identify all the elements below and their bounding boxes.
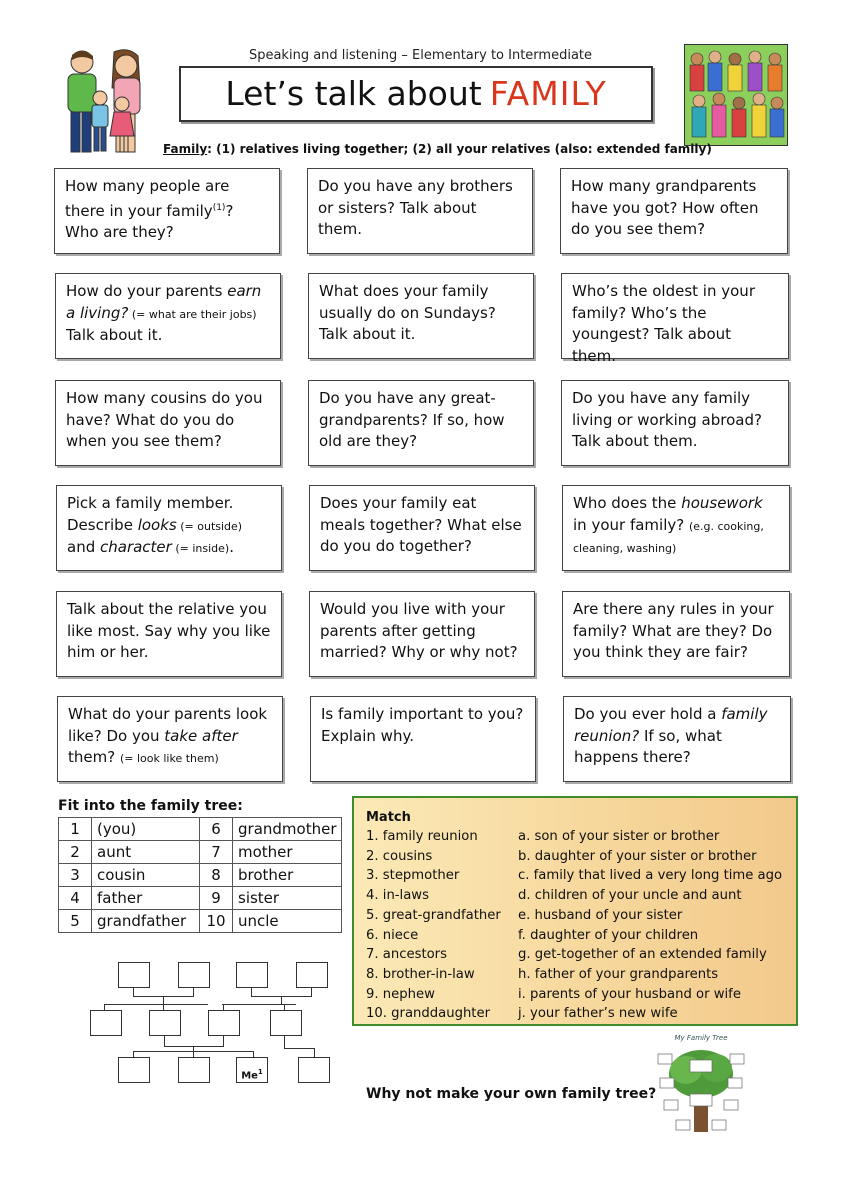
card-text: Who’s the oldest in your family? Who’s the youngest? Talk about them. xyxy=(572,282,755,365)
tree-box xyxy=(270,1010,302,1036)
table-row xyxy=(59,841,342,864)
card-text: Talk about it. xyxy=(66,326,163,344)
table-row xyxy=(59,887,342,910)
match-term: 5. great-grandfather xyxy=(366,907,501,923)
match-definition: c. family that lived a very long time ago xyxy=(518,868,783,884)
card-text: them? xyxy=(68,748,120,766)
tree-box xyxy=(90,1010,122,1036)
card-text: Do you have any great-grandparents? If so, how old are they? xyxy=(319,389,505,450)
definition-term: Family xyxy=(163,142,208,156)
match-definition: j. your father’s new wife xyxy=(518,1006,678,1022)
table-cell: 6 xyxy=(200,818,233,841)
table-cell: 4 xyxy=(59,887,92,910)
question-card xyxy=(560,168,788,254)
family-illustration xyxy=(60,48,152,158)
question-card xyxy=(56,485,282,571)
question-card xyxy=(562,485,790,571)
question-card xyxy=(561,380,789,466)
me-footnote: 1 xyxy=(257,1068,263,1076)
match-definition: h. father of your grandparents xyxy=(518,966,719,982)
card-text-italic: earn a living? xyxy=(66,282,262,322)
family-tree-picture xyxy=(656,1034,746,1140)
card-note: (e.g. cooking, cleaning, washing) xyxy=(573,519,764,555)
tree-line xyxy=(284,1036,285,1048)
crowd-illustration xyxy=(684,44,788,146)
question-card xyxy=(308,380,534,466)
relatives-table xyxy=(58,817,342,933)
table-row xyxy=(59,910,342,933)
table-cell: 3 xyxy=(59,864,92,887)
question-card xyxy=(309,591,535,677)
card-text: Would you live with your parents after getting married? Why or why not? xyxy=(320,600,518,661)
page-title: Let’s talk about xyxy=(225,74,482,113)
tree-line xyxy=(104,1004,208,1005)
card-text: If so, what happens there? xyxy=(574,726,722,766)
subtitle: Speaking and listening – Elementary to Intermediate xyxy=(248,48,593,63)
crowd-figures-icon xyxy=(685,45,787,145)
match-term: 2. cousins xyxy=(366,848,433,864)
question-card xyxy=(55,380,281,466)
table-cell: brother xyxy=(233,864,342,887)
question-card xyxy=(307,168,533,254)
table-cell: grandmother xyxy=(233,818,342,841)
table-row xyxy=(59,864,342,887)
match-term: 7. ancestors xyxy=(366,947,447,963)
card-text: in your family? xyxy=(573,515,689,534)
make-tree-prompt: Why not make your own family tree? xyxy=(366,1086,657,1102)
card-text: Who does the xyxy=(573,494,682,512)
table-cell: (you) xyxy=(92,818,200,841)
tree-picture-title: My Family Tree xyxy=(674,1034,728,1042)
card-text: How many grandparents have you got? How often do you see them? xyxy=(571,177,759,238)
question-card xyxy=(54,168,280,254)
match-term: 10. granddaughter xyxy=(366,1006,491,1022)
tree-box xyxy=(118,1057,150,1083)
card-note: (= what are their jobs) xyxy=(128,307,257,321)
card-text: Do you have any family living or working abroad? Talk about them. xyxy=(572,389,762,450)
match-term: 9. nephew xyxy=(366,986,435,1002)
tree-line xyxy=(284,1048,314,1049)
table-cell: sister xyxy=(233,887,342,910)
card-text: Pick a family member. Describe xyxy=(67,494,234,534)
card-text: Do you ever hold a xyxy=(574,705,722,723)
tree-illustration-icon xyxy=(656,1034,746,1140)
tree-box xyxy=(208,1010,240,1036)
match-definition: i. parents of your husband or wife xyxy=(518,986,741,1002)
tree-box xyxy=(298,1057,330,1083)
card-text-italic: family reunion? xyxy=(574,705,768,745)
match-definition: b. daughter of your sister or brother xyxy=(518,848,757,864)
match-definition: f. daughter of your children xyxy=(518,927,699,943)
card-text: Talk about the relative you like most. Say why you like him or her. xyxy=(67,600,271,661)
table-cell: father xyxy=(92,887,200,910)
table-cell: 10 xyxy=(200,910,233,933)
family-definition xyxy=(163,142,712,156)
me-label: Me xyxy=(241,1070,258,1082)
tree-box-me xyxy=(236,1057,268,1083)
match-definition: d. children of your uncle and aunt xyxy=(518,888,742,904)
match-title: Match xyxy=(366,810,411,825)
table-cell: cousin xyxy=(92,864,200,887)
match-exercise xyxy=(352,796,798,1026)
footnote-marker: (1) xyxy=(212,202,226,213)
title-box xyxy=(179,66,653,122)
match-definition: a. son of your sister or brother xyxy=(518,829,720,844)
card-text-italic: character xyxy=(100,538,172,556)
question-card xyxy=(57,696,283,782)
card-text-italic: looks xyxy=(137,515,177,534)
table-cell: uncle xyxy=(233,910,342,933)
match-term: 8. brother-in-law xyxy=(366,966,475,982)
match-definition: g. get-together of an extended family xyxy=(518,947,767,963)
tree-line xyxy=(223,1036,224,1046)
card-text: Are there any rules in your family? What are they? Do you think they are fair? xyxy=(573,600,774,661)
table-cell: mother xyxy=(233,841,342,864)
card-text: Is family important to you? Explain why. xyxy=(321,705,524,745)
card-note: (= look like them) xyxy=(119,752,219,765)
card-text: . xyxy=(229,538,234,556)
question-card xyxy=(55,273,281,359)
table-cell: aunt xyxy=(92,841,200,864)
card-text-italic: housework xyxy=(681,494,763,512)
question-card xyxy=(309,485,535,571)
card-text: How many people are there in your family xyxy=(65,177,230,220)
match-term: 3. stepmother xyxy=(366,868,460,884)
table-cell: grandfather xyxy=(92,910,200,933)
fit-tree-title: Fit into the family tree: xyxy=(58,798,243,814)
match-definition: e. husband of your sister xyxy=(518,907,683,923)
match-term: 4. in-laws xyxy=(366,888,429,904)
question-card xyxy=(56,591,282,677)
question-card xyxy=(562,591,790,677)
match-term: 1. family reunion xyxy=(366,829,478,844)
tree-box xyxy=(178,962,210,988)
card-text: How do your parents xyxy=(66,282,228,300)
card-note: (= outside) xyxy=(176,519,243,533)
card-text: ? Who are they? xyxy=(65,201,234,241)
definition-text: : (1) relatives living together; (2) all your relatives (also: extended family) xyxy=(207,142,712,156)
table-cell: 2 xyxy=(59,841,92,864)
question-card xyxy=(310,696,536,782)
card-text: How many cousins do you have? What do you do when you see them? xyxy=(66,389,263,450)
card-text: and xyxy=(67,538,100,556)
table-cell: 8 xyxy=(200,864,233,887)
tree-box xyxy=(236,962,268,988)
match-definitions xyxy=(518,827,782,1024)
card-text: Does your family eat meals together? What else do you do together? xyxy=(320,494,522,555)
tree-line xyxy=(164,1036,165,1046)
family-figures-icon xyxy=(60,48,152,158)
tree-line xyxy=(314,1048,315,1057)
match-terms xyxy=(366,827,501,1024)
card-text: What do your parents look like? Do you xyxy=(68,705,268,745)
question-card xyxy=(563,696,791,782)
card-note: (= inside) xyxy=(171,542,230,555)
tree-box xyxy=(296,962,328,988)
tree-line xyxy=(164,1046,224,1047)
table-cell: 1 xyxy=(59,818,92,841)
tree-box xyxy=(118,962,150,988)
tree-box xyxy=(149,1010,181,1036)
card-text-italic: take after xyxy=(164,726,238,745)
question-card xyxy=(561,273,789,365)
match-term: 6. niece xyxy=(366,927,419,943)
tree-box xyxy=(178,1057,210,1083)
table-cell: 9 xyxy=(200,887,233,910)
table-cell: 5 xyxy=(59,910,92,933)
table-cell: 7 xyxy=(200,841,233,864)
card-text: What does your family usually do on Sundays? Talk about it. xyxy=(319,282,496,343)
blank-family-tree xyxy=(88,958,333,1088)
question-card xyxy=(308,273,534,359)
table-row xyxy=(59,818,342,841)
page-title-accent: FAMILY xyxy=(489,74,607,113)
card-text: Do you have any brothers or sisters? Talk about them. xyxy=(318,177,513,238)
